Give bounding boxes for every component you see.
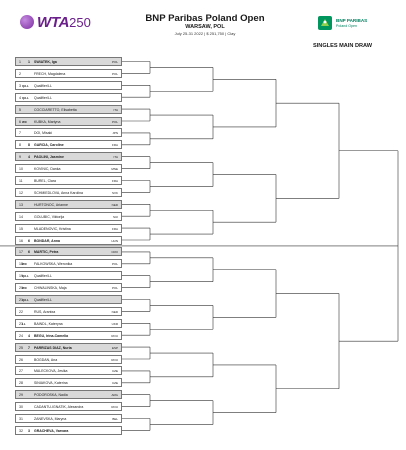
draw-entry <box>15 128 122 137</box>
wta-logo-brand: WTA <box>37 13 70 31</box>
entry-player-name: GRACHEVA, Varvara <box>34 428 69 433</box>
entry-number: 18 <box>19 262 23 267</box>
entry-number: 22 <box>19 309 23 314</box>
entry-country: FRA <box>112 226 118 231</box>
draw-entry <box>15 378 122 387</box>
entry-number: 7 <box>19 131 21 136</box>
wta-logo-tier: 250 <box>69 14 91 30</box>
entry-country: POL <box>111 262 118 267</box>
entry-tag: Q/LL <box>22 95 29 100</box>
draw-entry <box>15 164 122 173</box>
entry-seed: 1 <box>28 60 30 64</box>
entry-number: 19 <box>19 274 23 279</box>
entry-country: POL <box>111 60 118 64</box>
entry-number: 14 <box>19 214 23 219</box>
entry-number: 25 <box>19 345 23 350</box>
draw-entry <box>15 319 122 328</box>
entry-player-name: COCCIARETTO, Elisabetta <box>34 107 77 112</box>
entry-player-name: RUS, Arantxa <box>34 309 56 314</box>
entry-country: MNE <box>111 167 118 172</box>
entry-number: 2 <box>19 71 21 76</box>
draw-entry <box>15 105 122 114</box>
draw-entry <box>15 355 122 364</box>
entry-player-name: PARRIZAS DIAZ, Nuria <box>34 345 72 350</box>
entry-player-name: SCHMIEDLOVA, Anna Karolina <box>34 190 83 195</box>
draw-entry <box>15 366 122 375</box>
entry-player-name: CHWALINSKA, Maja <box>34 286 67 291</box>
entry-player-name: ZANEVSKA, Maryna <box>34 417 67 421</box>
entry-seed: 7 <box>28 345 30 350</box>
entry-number: 17 <box>19 250 23 255</box>
entry-country: NED <box>111 202 118 207</box>
draw-entry <box>15 283 122 292</box>
entry-number: 15 <box>19 226 23 231</box>
entry-seed: 6 <box>28 250 30 255</box>
draw-entry <box>15 152 122 161</box>
entry-player-name: PAOLINI, Jasmine <box>34 155 64 160</box>
entry-number: 10 <box>19 167 23 172</box>
entry-number: 24 <box>19 333 23 338</box>
entry-number: 6 <box>19 119 21 124</box>
draw-entry <box>15 390 122 399</box>
entry-number: 32 <box>19 428 23 433</box>
draw-entry <box>15 57 122 66</box>
draw-entry <box>15 247 122 256</box>
entry-country: JPN <box>112 131 118 136</box>
entry-country: POL <box>111 286 118 291</box>
entry-number: 11 <box>19 179 23 183</box>
entry-country: UKR <box>111 321 118 326</box>
draw-entry <box>15 224 122 233</box>
entry-country: SVK <box>111 190 118 195</box>
tournament-meta: July 25-31 2022 | $ 251,750 | Clay <box>174 31 236 36</box>
entry-player-name: SINIAKOVA, Katerina <box>34 381 68 386</box>
draw-entry <box>15 259 122 268</box>
entry-number: 5 <box>19 107 21 112</box>
entry-country: CZE <box>112 381 118 386</box>
draw-entry <box>15 402 122 411</box>
entry-country: ITA <box>113 107 118 112</box>
entry-seed: 3 <box>28 428 30 433</box>
draw-entry <box>15 69 122 78</box>
tournament-title: BNP Paribas Poland Open <box>145 13 265 24</box>
entry-player-name: BAINDL, Kateryna <box>34 321 63 326</box>
entry-player-name: Qualifier/LL <box>34 274 52 279</box>
entry-tag: WC <box>22 119 27 124</box>
entry-tag: WC <box>22 286 27 291</box>
entry-number: 16 <box>19 238 23 243</box>
entry-tag: Q/LL <box>22 274 29 279</box>
entry-player-name: Qualifier/LL <box>34 95 52 100</box>
entry-country: POL <box>111 119 118 124</box>
draw-entry <box>15 140 122 149</box>
entry-player-name: Qualifier/LL <box>34 83 52 88</box>
entry-player-name: KOVINIC, Danka <box>34 167 61 172</box>
entry-player-name: MLADENOVIC, Kristina <box>34 226 71 231</box>
tournament-location: WARSAW, POL <box>185 24 225 30</box>
entry-country: NED <box>111 309 118 314</box>
draw-entry <box>15 307 122 316</box>
entry-player-name: MARTIC, Petra <box>34 250 59 255</box>
entry-country: POL <box>111 71 118 76</box>
draw-entry <box>15 188 122 197</box>
entry-number: 8 <box>19 143 21 148</box>
entry-number: 4 <box>19 95 21 100</box>
entry-country: ARG <box>111 393 118 398</box>
entry-country: SUI <box>112 214 118 219</box>
sponsor-name: BNP PARIBAS <box>336 18 368 23</box>
draw-entry <box>15 295 122 304</box>
draw-entry <box>15 331 122 340</box>
entry-number: 31 <box>19 417 23 421</box>
entry-player-name: CADANTU-IGNATIK, Alexandra <box>34 405 84 410</box>
entry-number: 1 <box>19 60 21 64</box>
draw-entry <box>15 200 122 209</box>
sponsor-subtitle: Poland Open <box>336 24 357 28</box>
entry-tag: Q/LL <box>22 83 29 88</box>
draw-entry <box>15 236 122 245</box>
entry-country: CRO <box>111 250 118 255</box>
entry-number: 29 <box>19 393 23 398</box>
draw-entry <box>15 81 122 90</box>
entry-seed: 4 <box>28 333 30 338</box>
entry-country: ROU <box>111 357 118 362</box>
draw-entry <box>15 414 122 423</box>
entry-player-name: FRECH, Magdalena <box>34 71 66 76</box>
draw-entry <box>15 426 122 435</box>
entry-seed: 6 <box>28 238 30 243</box>
draw-entry <box>15 212 122 221</box>
entry-player-name: Qualifier/LL <box>34 298 52 302</box>
entry-number: 9 <box>19 155 21 160</box>
entry-player-name: BUREL, Clara <box>34 179 56 183</box>
entry-number: 13 <box>19 202 23 207</box>
entry-player-name: HURTONOC, Arianne <box>34 202 68 207</box>
entry-country: CZE <box>112 369 118 374</box>
entry-player-name: GOLUBIC, Viktorija <box>34 214 65 219</box>
entry-player-name: GARCIA, Caroline <box>34 143 64 148</box>
entry-number: 21 <box>19 298 23 302</box>
entry-number: 27 <box>19 369 23 374</box>
entry-number: 28 <box>19 381 23 386</box>
draw-type-label: SINGLES MAIN DRAW <box>313 43 373 49</box>
entry-seed: 8 <box>28 143 30 148</box>
entry-player-name: DOI, Misaki <box>34 131 53 136</box>
entry-tag: Q/LL <box>22 298 29 302</box>
draw-entry <box>15 343 122 352</box>
entry-tag: WC <box>22 262 27 267</box>
entry-number: 30 <box>19 405 23 410</box>
entry-country: FRA <box>112 179 118 183</box>
entry-player-name: FALKOWSKA, Weronika <box>34 262 73 267</box>
entry-country: BEL <box>112 417 118 421</box>
entry-player-name: PODOROSKA, Nadia <box>34 393 68 398</box>
entry-country: ITA <box>113 155 118 160</box>
entry-country: FRA <box>112 143 118 148</box>
entry-country: ESP <box>111 345 118 350</box>
entry-number: 3 <box>19 83 21 88</box>
entry-number: 20 <box>19 286 23 291</box>
entry-number: 12 <box>19 190 23 195</box>
draw-entry <box>15 93 122 102</box>
entry-player-name: MALECKOVA, Jesika <box>34 369 68 374</box>
entry-number: 23 <box>19 321 23 326</box>
entry-player-name: BONDAR, Anna <box>34 238 60 243</box>
entry-number: 26 <box>19 357 23 362</box>
draw-entry <box>15 176 122 185</box>
entry-player-name: KUBKA, Martyna <box>34 119 61 124</box>
entry-player-name: SWIATEK, Iga <box>34 60 57 64</box>
entry-country: HUN <box>111 238 118 243</box>
entry-seed: 4 <box>28 155 30 160</box>
draw-entry <box>15 117 122 126</box>
entry-country: ROU <box>111 405 118 410</box>
entry-tag: LL <box>22 321 26 326</box>
draw-entry <box>15 271 122 280</box>
entry-player-name: BOGDAN, Ana <box>34 357 58 362</box>
entry-country: ROU <box>111 333 118 338</box>
entry-player-name: BEGU, Irina-Camelia <box>34 333 69 338</box>
